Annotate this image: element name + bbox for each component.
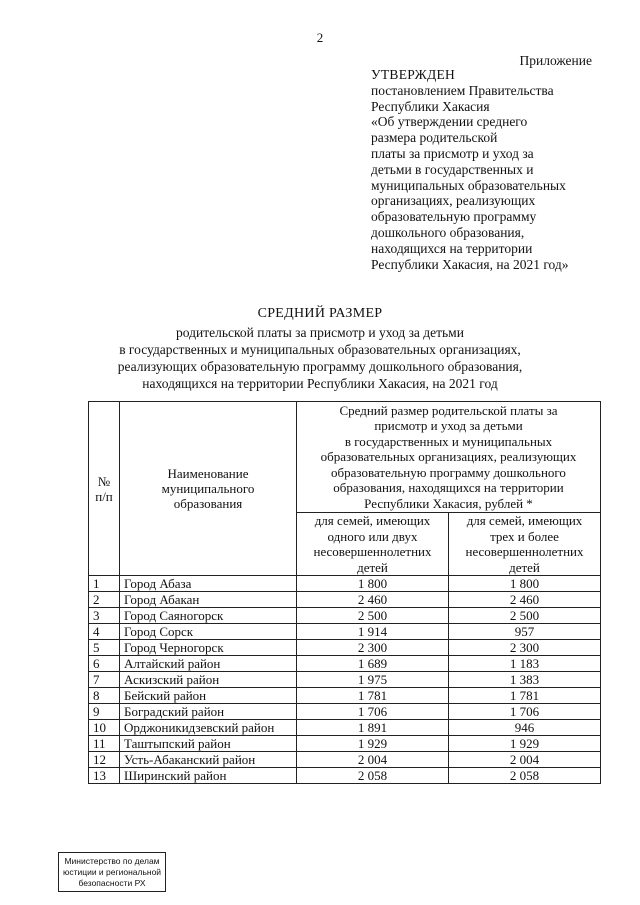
table-row <box>89 624 601 640</box>
fee-three-plus-children: 1 383 <box>449 672 601 688</box>
fee-one-two-children: 2 300 <box>297 640 449 656</box>
fee-three-plus-children: 946 <box>449 720 601 736</box>
fee-one-two-children: 1 689 <box>297 656 449 672</box>
document-title: СРЕДНИЙ РАЗМЕР <box>257 306 383 321</box>
table-row <box>89 752 601 768</box>
row-number: 1 <box>89 576 120 592</box>
subtitle-line: в государственных и муниципальных образовательных организациях, <box>119 342 521 357</box>
table-row <box>89 688 601 704</box>
row-number: 5 <box>89 640 120 656</box>
header-number: № п/п <box>89 402 120 576</box>
fee-one-two-children: 2 460 <box>297 592 449 608</box>
table-row <box>89 576 601 592</box>
municipality-name: Город Абакан <box>120 592 297 608</box>
page-number: 2 <box>316 30 324 45</box>
fee-one-two-children: 1 914 <box>297 624 449 640</box>
fee-one-two-children: 1 781 <box>297 688 449 704</box>
row-number: 8 <box>89 688 120 704</box>
fee-one-two-children: 1 891 <box>297 720 449 736</box>
fee-one-two-children: 1 975 <box>297 672 449 688</box>
stamp-line: юстиции и региональной <box>62 867 162 877</box>
subtitle-line: находящихся на территории Республики Хакасия, на 2021 год <box>142 376 498 391</box>
stamp-line: безопасности РХ <box>78 878 146 888</box>
approval-line: находящихся на территории <box>371 240 533 256</box>
appendix-label: Приложение <box>519 53 592 68</box>
row-number: 13 <box>89 768 120 784</box>
approval-heading: УТВЕРЖДЕН <box>371 67 456 82</box>
fee-three-plus-children: 1 706 <box>449 704 601 720</box>
approval-line: Республики Хакасия <box>371 98 490 114</box>
document-subtitle <box>40 324 600 392</box>
approval-line: постановлением Правительства <box>371 82 554 98</box>
table-row <box>89 672 601 688</box>
table-row <box>89 768 601 784</box>
table-row <box>89 704 601 720</box>
row-number: 3 <box>89 608 120 624</box>
approval-line: платы за присмотр и уход за <box>371 145 534 161</box>
municipality-name: Город Абаза <box>120 576 297 592</box>
fee-one-two-children: 2 004 <box>297 752 449 768</box>
approval-line: размера родительской <box>371 130 498 146</box>
approval-line: «Об утверждении среднего <box>371 114 528 130</box>
municipality-name: Город Саяногорск <box>120 608 297 624</box>
fee-three-plus-children: 2 300 <box>449 640 601 656</box>
fee-three-plus-children: 1 800 <box>449 576 601 592</box>
table-row <box>89 736 601 752</box>
fee-three-plus-children: 2 460 <box>449 592 601 608</box>
municipality-name: Алтайский район <box>120 656 297 672</box>
approval-line: организациях, реализующих <box>371 193 536 209</box>
subtitle-line: реализующих образовательную программу дошкольного образования, <box>117 359 523 374</box>
fee-one-two-children: 1 706 <box>297 704 449 720</box>
municipality-name: Бейский район <box>120 688 297 704</box>
table-row <box>89 640 601 656</box>
municipality-name: Аскизский район <box>120 672 297 688</box>
table-row <box>89 608 601 624</box>
fee-one-two-children: 2 500 <box>297 608 449 624</box>
table-row <box>89 720 601 736</box>
row-number: 2 <box>89 592 120 608</box>
subtitle-line: родительской платы за присмотр и уход за детьми <box>176 325 464 340</box>
fee-three-plus-children: 1 183 <box>449 656 601 672</box>
municipality-name: Боградский район <box>120 704 297 720</box>
municipality-name: Усть-Абаканский район <box>120 752 297 768</box>
header-average-fee: Средний размер родительской платы за присмотр и уход за детьми в государственных и муниципальных образовательных организациях, реализующих образовательную программу дошкольного образования, находящихся на территории Республики Хакасия, рублей * <box>297 402 601 513</box>
fee-table <box>88 401 601 784</box>
fee-three-plus-children: 957 <box>449 624 601 640</box>
municipality-name: Ширинский район <box>120 768 297 784</box>
fee-one-two-children: 1 800 <box>297 576 449 592</box>
municipality-name: Город Черногорск <box>120 640 297 656</box>
fee-three-plus-children: 2 500 <box>449 608 601 624</box>
row-number: 6 <box>89 656 120 672</box>
row-number: 7 <box>89 672 120 688</box>
fee-one-two-children: 1 929 <box>297 736 449 752</box>
row-number: 10 <box>89 720 120 736</box>
table-row <box>89 656 601 672</box>
header-municipality: Наименование муниципального образования <box>120 402 297 576</box>
approval-line: дошкольного образования, <box>371 224 525 240</box>
fee-one-two-children: 2 058 <box>297 768 449 784</box>
header-one-two-children: для семей, имеющих одного или двух несовершеннолетних детей <box>297 513 449 576</box>
row-number: 12 <box>89 752 120 768</box>
approval-block <box>371 67 611 272</box>
ministry-stamp <box>58 852 166 892</box>
approval-line: Республики Хакасия, на 2021 год» <box>371 256 569 272</box>
approval-line: муниципальных образовательных <box>371 177 566 193</box>
approval-line: детьми в государственных и <box>371 161 534 177</box>
row-number: 9 <box>89 704 120 720</box>
municipality-name: Таштыпский район <box>120 736 297 752</box>
approval-line: образовательную программу <box>371 209 537 225</box>
municipality-name: Город Сорск <box>120 624 297 640</box>
fee-three-plus-children: 2 058 <box>449 768 601 784</box>
row-number: 11 <box>89 736 120 752</box>
fee-three-plus-children: 2 004 <box>449 752 601 768</box>
row-number: 4 <box>89 624 120 640</box>
header-three-plus-children: для семей, имеющих трех и более несовершеннолетних детей <box>449 513 601 576</box>
fee-three-plus-children: 1 781 <box>449 688 601 704</box>
fee-three-plus-children: 1 929 <box>449 736 601 752</box>
municipality-name: Орджоникидзевский район <box>120 720 297 736</box>
stamp-line: Министерство по делам <box>64 856 160 866</box>
table-row <box>89 592 601 608</box>
